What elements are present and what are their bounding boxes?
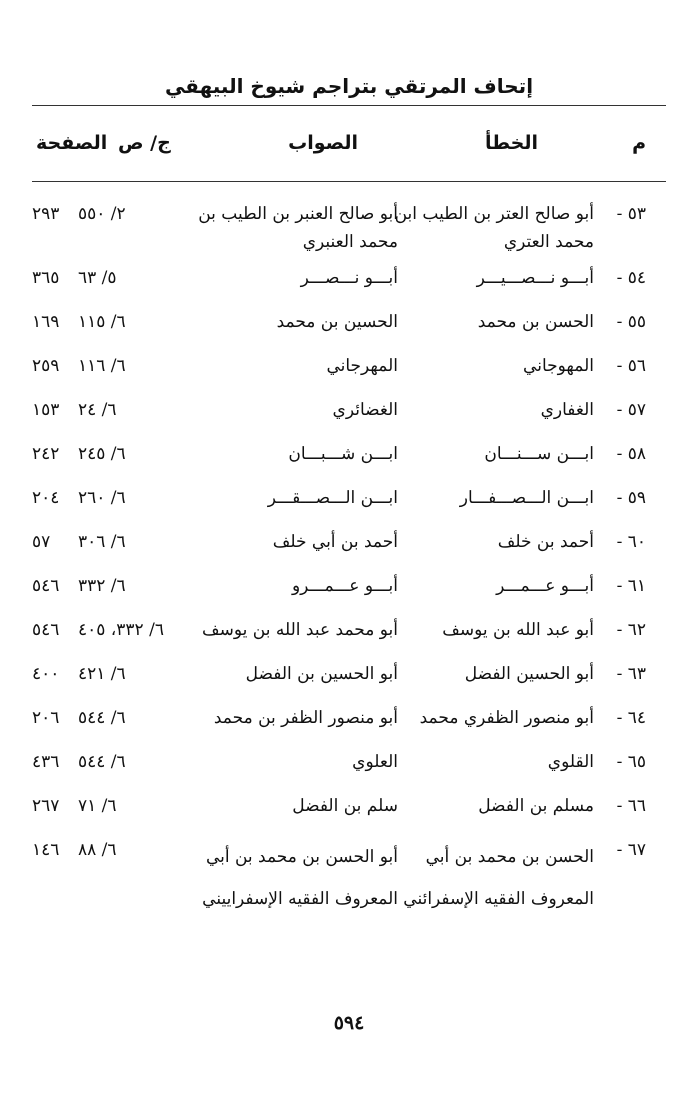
table-row: [0, 528, 698, 568]
table-row: [0, 792, 698, 832]
row-vol-page: ٢/ ٥٥٠: [78, 204, 126, 224]
row-wrong: المهوجاني: [523, 356, 594, 376]
row-correct: ابـــن الـــصـــقـــر: [267, 488, 398, 508]
row-page: ٢٤٢: [32, 444, 60, 464]
row-page: ٣٦٥: [32, 268, 60, 288]
row-correct: أحمد بن أبي خلف: [272, 532, 398, 552]
row-correct: سلم بن الفضل: [292, 796, 398, 816]
row-wrong: أبـــو عـــمـــر: [496, 576, 594, 596]
row-vol-page: ٦/ ٤٢١: [78, 664, 126, 684]
row-correct: أبـــو نـــصـــر: [300, 268, 398, 288]
row-vol-page: ٦/ ٣٣٢: [78, 576, 126, 596]
row-num: ٦٤ -: [616, 708, 646, 728]
row-vol-page: ٦/ ٨٨: [78, 840, 117, 860]
header-correct: الصواب: [288, 132, 358, 154]
row-num: ٥٥ -: [616, 312, 646, 332]
row-num: ٦٣ -: [616, 664, 646, 684]
row-wrong: ابـــن ســـنـــان: [484, 444, 594, 464]
row-vol-page: ٦/ ٢٦٠: [78, 488, 126, 508]
row-correct: ابـــن شـــبـــان: [288, 444, 398, 464]
row-num: ٥٣ -: [616, 204, 646, 224]
row-num: ٦٧ -: [616, 840, 646, 860]
header-vol-page: ج/ ص: [118, 132, 171, 154]
row-num: ٥٧ -: [616, 400, 646, 420]
row-num: ٦١ -: [616, 576, 646, 596]
table-row: [0, 264, 698, 304]
table-row: [0, 440, 698, 480]
row-wrong: ابـــن الـــصـــفـــار: [459, 488, 594, 508]
row-wrong: أبـــو نـــصـــيـــر: [476, 268, 594, 288]
table-row: [0, 396, 698, 436]
row-wrong: الحسن بن محمد: [477, 312, 594, 332]
row-page: ٢٥٩: [32, 356, 60, 376]
row-page: ٢٠٤: [32, 488, 60, 508]
column-headers: [0, 132, 698, 164]
row-vol-page: ٦/ ١١٥: [78, 312, 126, 332]
table-row: [0, 616, 698, 656]
table-row: [0, 836, 698, 956]
row-correct: أبو محمد عبد الله بن يوسف: [202, 620, 398, 640]
row-num: ٥٦ -: [616, 356, 646, 376]
row-vol-page: ٥/ ٦٣: [78, 268, 117, 288]
table-row: [0, 308, 698, 348]
row-page: ٢٦٧: [32, 796, 60, 816]
table-row: [0, 748, 698, 788]
table-row: [0, 352, 698, 392]
row-wrong: أبو عبد الله بن يوسف: [442, 620, 594, 640]
table-row: [0, 484, 698, 524]
row-num: ٦٦ -: [616, 796, 646, 816]
row-vol-page: ٦/ ٢٤: [78, 400, 117, 420]
row-num: ٥٩ -: [616, 488, 646, 508]
row-wrong: أحمد بن خلف: [497, 532, 594, 552]
row-page: ٤٣٦: [32, 752, 60, 772]
row-vol-page: ٦/ ١١٦: [78, 356, 126, 376]
header-rule: [32, 181, 666, 182]
row-wrong: أبو الحسين الفضل: [464, 664, 594, 684]
row-page: ١٦٩: [32, 312, 60, 332]
top-rule: [32, 105, 666, 106]
header-page: الصفحة: [36, 132, 108, 154]
table-row: [0, 704, 698, 744]
row-correct: أبو الحسين بن الفضل: [245, 664, 398, 684]
header-wrong: الخطأ: [485, 132, 538, 154]
row-correct: أبو صالح العنبر بن الطيب بن محمد العنبري: [198, 204, 398, 252]
row-page: ٥٤٦: [32, 576, 60, 596]
row-wrong: الغفاري: [540, 400, 594, 420]
running-head: إتحاف المرتقي بتراجم شيوخ البيهقي: [164, 74, 534, 98]
table-row: [0, 200, 698, 252]
row-page: ١٤٦: [32, 840, 60, 860]
row-vol-page: ٦/ ٣٣٢، ٤٠٥: [78, 620, 164, 640]
row-vol-page: ٦/ ٢٤٥: [78, 444, 126, 464]
row-page: ٢٩٣: [32, 204, 60, 224]
table-row: [0, 660, 698, 700]
row-page: ٢٠٦: [32, 708, 60, 728]
row-correct: أبـــو عـــمـــرو: [291, 576, 398, 596]
row-vol-page: ٦/ ٥٤٤: [78, 752, 126, 772]
page-number: ٥٩٤: [333, 1012, 365, 1034]
table-row: [0, 572, 698, 612]
header-num: م: [632, 132, 646, 154]
row-wrong: أبو صالح العتر بن الطيب ابن محمد العتري: [394, 204, 594, 252]
row-wrong: القلوي: [547, 752, 594, 772]
row-num: ٦٠ -: [616, 532, 646, 552]
row-page: ٥٧: [32, 532, 51, 552]
row-num: ٥٤ -: [616, 268, 646, 288]
row-correct: الغضائري: [332, 400, 398, 420]
row-correct: العلوي: [352, 752, 398, 772]
row-num: ٦٥ -: [616, 752, 646, 772]
row-page: ٤٠٠: [32, 664, 60, 684]
row-vol-page: ٦/ ٥٤٤: [78, 708, 126, 728]
row-wrong: أبو منصور الظفري محمد: [419, 708, 594, 728]
row-num: ٦٢ -: [616, 620, 646, 640]
row-correct: المهرجاني: [326, 356, 398, 376]
row-correct: أبو الحسن بن محمد بن أبي المعروف الفقيه الإسفراييني: [202, 847, 398, 909]
row-vol-page: ٦/ ٣٠٦: [78, 532, 126, 552]
row-page: ٥٤٦: [32, 620, 60, 640]
row-num: ٥٨ -: [616, 444, 646, 464]
row-wrong: مسلم بن الفضل: [478, 796, 594, 816]
row-wrong: الحسن بن محمد بن أبي المعروف الفقيه الإسفرائني: [403, 847, 594, 909]
row-correct: أبو منصور الظفر بن محمد: [213, 708, 398, 728]
row-page: ١٥٣: [32, 400, 60, 420]
row-vol-page: ٦/ ٧١: [78, 796, 117, 816]
row-correct: الحسين بن محمد: [276, 312, 398, 332]
